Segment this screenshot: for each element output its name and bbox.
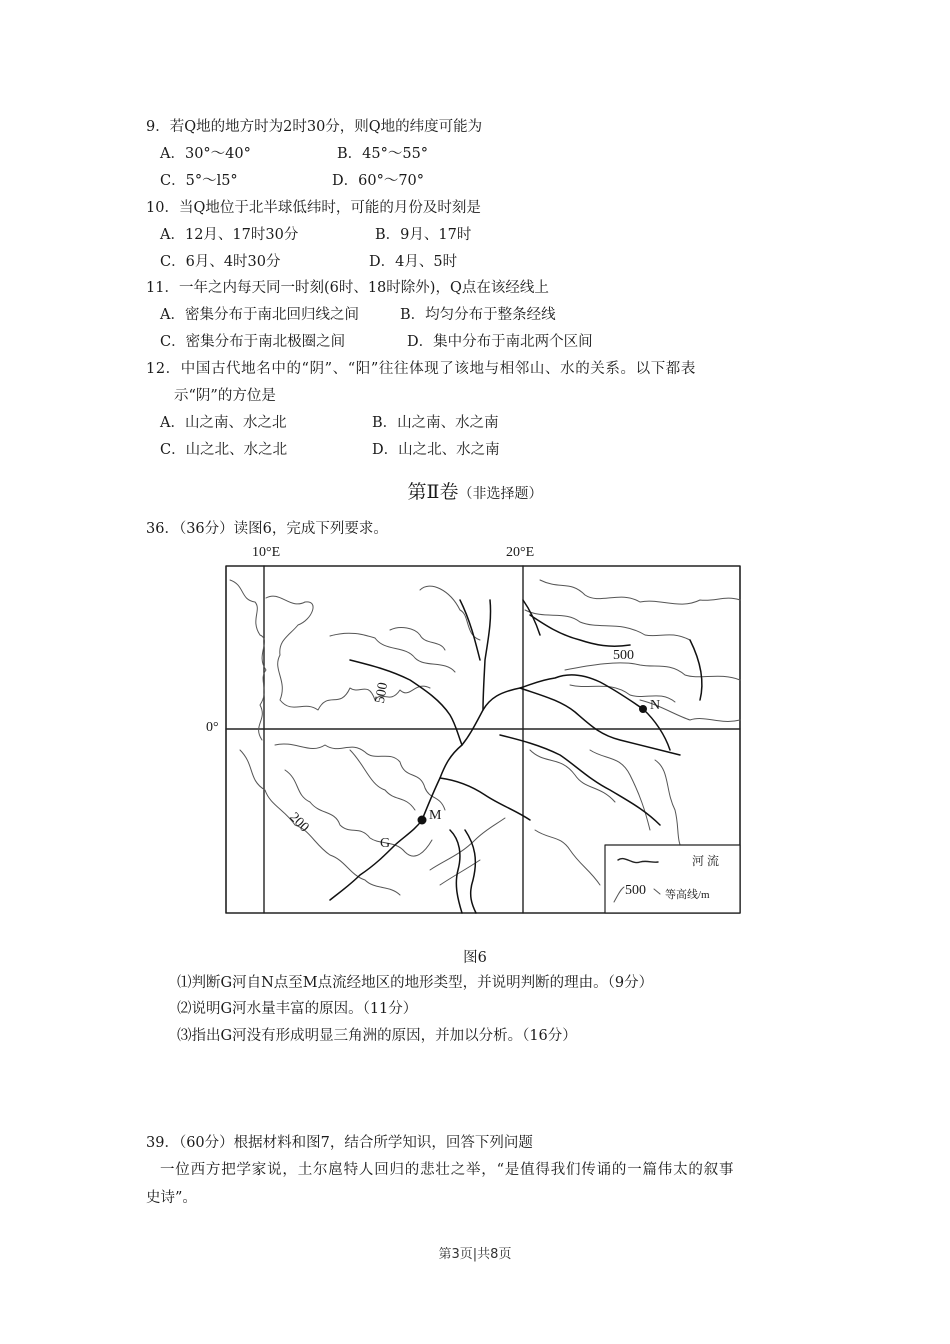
longitude-label-10e: 10°E	[252, 545, 281, 560]
question-36-sub-2: ⑵说明G河水量丰富的原因。（11分）	[177, 1001, 418, 1017]
point-m-marker	[418, 816, 427, 825]
question-36-sub-1: ⑴判断G河自N点至M点流经地区的地形类型，并说明判断的理由。（9分）	[177, 975, 654, 991]
question-9-option-a: A．30°～40°	[160, 146, 251, 162]
question-10-option-c: C．6月、4时30分	[160, 254, 281, 270]
question-12-option-c: C．山之北、水之北	[160, 442, 288, 458]
point-n-marker	[639, 705, 647, 713]
question-12-option-d: D．山之北、水之南	[372, 442, 500, 458]
question-39-material-line1: 一位西方把学家说，土尔扈特人回归的悲壮之举，“是值得我们传诵的一篇伟太的叙事	[160, 1162, 735, 1178]
section-title-main: 第Ⅱ卷	[407, 481, 459, 503]
figure-6-map	[200, 540, 760, 925]
river-g-label: G	[380, 836, 391, 851]
contour-label-200: 200	[286, 809, 312, 836]
question-36-sub-3: ⑶指出G河没有形成明显三角洲的原因，并加以分析。（16分）	[177, 1028, 577, 1044]
question-11-option-c: C．密集分布于南北极圈之间	[160, 334, 346, 350]
page-footer: 第3页|共8页	[438, 1247, 512, 1262]
legend-river-label: 河 流	[692, 854, 720, 868]
question-10-stem: 10．当Q地位于北半球低纬时，可能的月份及时刻是	[146, 200, 481, 216]
legend-contour-value: 500	[625, 883, 646, 898]
question-12-option-a: A．山之南、水之北	[160, 415, 287, 431]
question-9-stem: 9．若Q地的地方时为2时30分，则Q地的纬度可能为	[146, 119, 483, 135]
question-11-option-a: A．密集分布于南北回归线之间	[160, 307, 359, 323]
question-11-option-d: D．集中分布于南北两个区间	[407, 334, 593, 350]
question-9-option-b: B．45°～55°	[337, 146, 429, 162]
latitude-label-0: 0°	[206, 720, 219, 735]
section-title-subtitle: （非选择题）	[458, 486, 543, 502]
figure-6-caption: 图6	[463, 950, 487, 966]
question-10-option-b: B．9月、17时	[375, 227, 472, 243]
longitude-label-20e: 20°E	[506, 545, 535, 560]
contour-label-500-west: 500	[372, 681, 392, 705]
contour-label-500-east: 500	[613, 648, 634, 663]
question-9-option-d: D．60°～70°	[332, 173, 425, 189]
question-39-material-line2: 史诗”。	[146, 1190, 197, 1206]
question-12-option-b: B．山之南、水之南	[372, 415, 499, 431]
question-11-stem: 11．一年之内每天同一时刻(6时、18时除外)，Q点在该经线上	[146, 280, 549, 296]
topographic-map	[200, 540, 760, 925]
point-m-label: M	[429, 808, 442, 823]
question-10-option-a: A．12月、17时30分	[160, 227, 299, 243]
question-11-option-b: B．均匀分布于整条经线	[400, 307, 556, 323]
point-n-label: N	[650, 698, 661, 713]
question-36-stem: 36．（36分）读图6，完成下列要求。	[146, 521, 388, 537]
question-39-stem: 39．（60分）根据材料和图7，结合所学知识，回答下列问题	[146, 1135, 533, 1151]
question-9-option-c: C．5°～l5°	[160, 173, 238, 189]
section-title	[0, 480, 950, 506]
legend-contour-label: 等高线/m	[665, 889, 710, 901]
question-12-stem-line1: 12．中国古代地名中的“阴”、“阳”往往体现了该地与相邻山、水的关系。以下都表	[146, 361, 696, 377]
question-10-option-d: D．4月、5时	[369, 254, 458, 270]
question-12-stem-line2: 示“阴”的方位是	[174, 388, 276, 404]
